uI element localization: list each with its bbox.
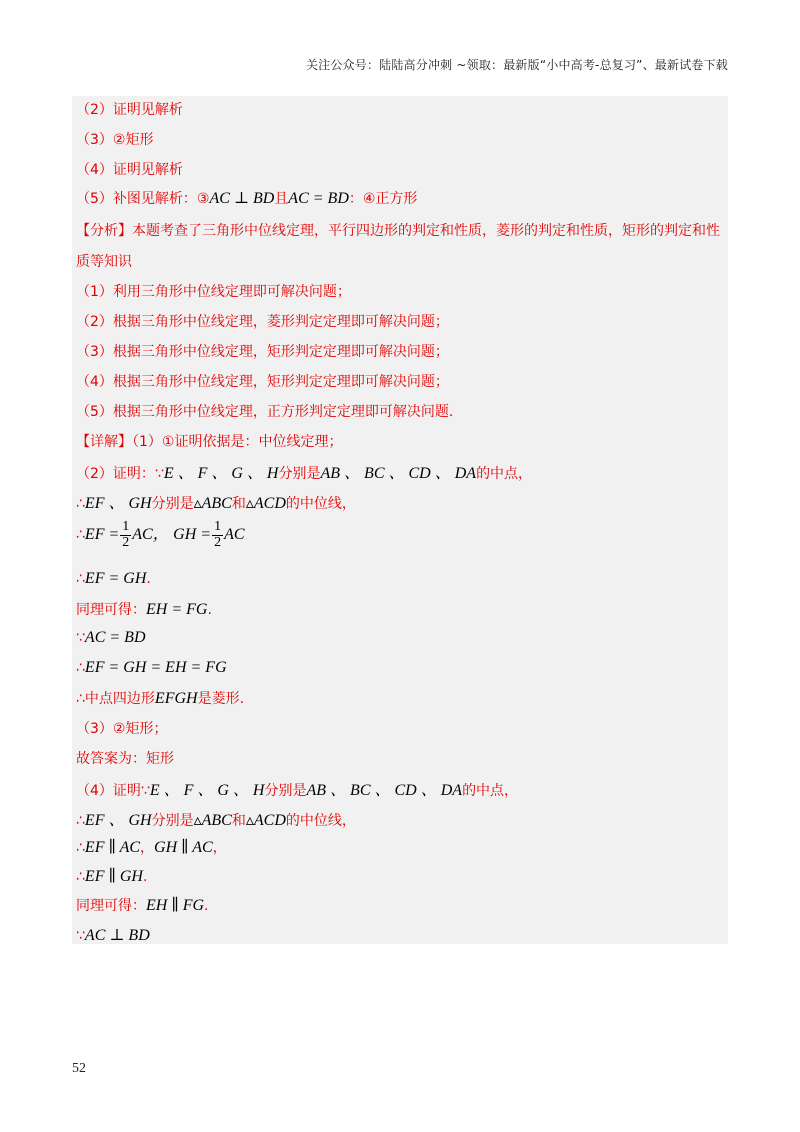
detail-13 bbox=[76, 807, 724, 830]
answer-4: （4）证明见解析 bbox=[76, 162, 183, 178]
detail-9-math: EFGH bbox=[154, 690, 198, 707]
detail-2-sides: AB 、 BC 、 CD 、 DA bbox=[320, 465, 477, 482]
fraction-numerator: 1 bbox=[122, 519, 130, 534]
detail-12-suffix: 的中点， bbox=[462, 783, 519, 799]
detail-8 bbox=[76, 659, 724, 677]
answer-3: （3）②矩形 bbox=[76, 132, 154, 148]
detail-15-therefore: ∴ bbox=[76, 869, 85, 885]
page-number: 52 bbox=[72, 1061, 86, 1076]
detail-9-text: ∴中点四边形 bbox=[76, 691, 155, 707]
detail-13-math-3: ▵ACD bbox=[245, 812, 286, 829]
detail-2-prefix: （2）证明：∵ bbox=[76, 466, 164, 482]
fraction-denominator: 2 bbox=[122, 534, 130, 550]
analysis-point-4: （4）根据三角形中位线定理，矩形判定定理即可解决问题； bbox=[76, 374, 449, 390]
detail-8-therefore: ∴ bbox=[76, 660, 85, 676]
fraction-numerator: 1 bbox=[214, 519, 222, 534]
detail-3-therefore: ∴ bbox=[76, 496, 85, 512]
detail-15-math: EF ∥ GH bbox=[84, 868, 143, 885]
answer-2: （2）证明见解析 bbox=[76, 102, 183, 118]
detail-14-sep: ， bbox=[140, 840, 155, 856]
detail-12-points: E 、 F 、 G 、 H bbox=[149, 782, 265, 799]
detail-5-math: EF = GH bbox=[84, 570, 147, 587]
detail-13-math-1: EF 、 GH bbox=[84, 812, 152, 829]
detail-7 bbox=[76, 629, 724, 647]
detail-2-points: E 、 F 、 G 、 H bbox=[163, 465, 279, 482]
analysis-line-2: 质等知识 bbox=[76, 254, 132, 270]
detail-15-end: . bbox=[142, 869, 148, 885]
detail-11: 故答案为：矩形 bbox=[76, 751, 174, 767]
detail-7-because: ∵ bbox=[76, 630, 85, 646]
answer-5-mid: 且 bbox=[274, 191, 289, 207]
detail-7-math: AC = BD bbox=[84, 629, 146, 646]
answer-5-math-1: AC ⊥ BD bbox=[209, 190, 275, 207]
detail-2-mid: 分别是 bbox=[278, 466, 321, 482]
detail-10: （3）②矩形； bbox=[76, 721, 168, 737]
detail-17-because: ∵ bbox=[76, 928, 85, 944]
page-header: 关注公众号：陆陆高分冲刺 ~领取：最新版“小中高考-总复习”、最新试卷下载 bbox=[305, 58, 728, 72]
detail-4-fraction-2 bbox=[212, 520, 223, 550]
fraction-denominator: 2 bbox=[214, 534, 222, 550]
detail-13-text-3: 的中位线， bbox=[285, 813, 356, 829]
detail-6 bbox=[76, 599, 724, 619]
detail-1: 【详解】（1）①证明依据是：中位线定理； bbox=[76, 434, 343, 450]
detail-4-therefore: ∴ bbox=[76, 527, 85, 544]
detail-17 bbox=[76, 925, 724, 945]
detail-3-text-2: 和 bbox=[231, 496, 246, 512]
detail-14-math-1: EF ∥ AC bbox=[84, 839, 141, 856]
detail-4-math-3: GH = bbox=[173, 526, 212, 544]
detail-13-text-1: 分别是 bbox=[151, 813, 194, 829]
detail-15 bbox=[76, 866, 724, 886]
detail-6-math: EH = FG bbox=[146, 601, 208, 618]
detail-4 bbox=[76, 520, 724, 550]
detail-14 bbox=[76, 837, 724, 857]
detail-9-end: 是菱形. bbox=[197, 691, 245, 707]
detail-3-math-1: EF 、 GH bbox=[84, 495, 152, 512]
analysis-line-1: 【分析】本题考查了三角形中位线定理，平行四边形的判定和性质，菱形的判定和性质，矩形的判定和性 bbox=[76, 223, 720, 239]
detail-3-text-1: 分别是 bbox=[151, 496, 194, 512]
solution-block bbox=[72, 96, 728, 944]
detail-12-mid: 分别是 bbox=[264, 783, 307, 799]
detail-12 bbox=[76, 777, 724, 800]
detail-16-text: 同理可得： bbox=[76, 898, 146, 914]
analysis-point-1: （1）利用三角形中位线定理即可解决问题； bbox=[76, 284, 351, 300]
detail-6-text: 同理可得： bbox=[76, 602, 146, 618]
analysis-point-5: （5）根据三角形中位线定理，正方形判定定理即可解决问题. bbox=[76, 404, 454, 420]
detail-16-math: EH ∥ FG bbox=[146, 897, 205, 914]
detail-14-therefore: ∴ bbox=[76, 840, 85, 856]
detail-2-suffix: 的中点， bbox=[476, 466, 533, 482]
detail-3-text-3: 的中位线， bbox=[285, 496, 356, 512]
detail-5 bbox=[76, 570, 724, 588]
detail-4-math-2: AC， bbox=[132, 526, 169, 544]
detail-5-therefore: ∴ bbox=[76, 571, 85, 587]
detail-13-text-2: 和 bbox=[231, 813, 246, 829]
detail-4-math-4: AC bbox=[224, 526, 245, 544]
detail-4-math-1: EF = bbox=[84, 526, 120, 544]
answer-5-math-2: AC = BD bbox=[288, 190, 349, 207]
answer-5-suffix: ：④正方形 bbox=[348, 191, 418, 207]
answer-5 bbox=[76, 188, 724, 208]
answer-5-prefix: （5）补图见解析：③ bbox=[76, 191, 210, 207]
detail-16 bbox=[76, 895, 724, 915]
detail-5-end: . bbox=[146, 571, 151, 587]
detail-3-math-2: ▵ABC bbox=[193, 495, 232, 512]
detail-8-math: EF = GH = EH = FG bbox=[84, 659, 227, 676]
detail-14-end: ， bbox=[212, 840, 227, 856]
detail-6-end: . bbox=[207, 602, 212, 618]
detail-13-therefore: ∴ bbox=[76, 813, 85, 829]
detail-12-prefix: （4）证明∵ bbox=[76, 783, 150, 799]
detail-4-fraction-1 bbox=[120, 520, 131, 550]
detail-3 bbox=[76, 490, 724, 513]
analysis-point-2: （2）根据三角形中位线定理，菱形判定定理即可解决问题； bbox=[76, 314, 449, 330]
detail-13-math-2: ▵ABC bbox=[193, 812, 232, 829]
analysis-point-3: （3）根据三角形中位线定理，矩形判定定理即可解决问题； bbox=[76, 344, 449, 360]
detail-12-sides: AB 、 BC 、 CD 、 DA bbox=[306, 782, 463, 799]
detail-2 bbox=[76, 460, 724, 483]
detail-16-end: . bbox=[204, 898, 209, 914]
detail-9 bbox=[76, 688, 724, 708]
detail-17-math: AC ⊥ BD bbox=[84, 927, 150, 944]
detail-14-math-2: GH ∥ AC bbox=[154, 839, 213, 856]
detail-3-math-3: ▵ACD bbox=[245, 495, 286, 512]
